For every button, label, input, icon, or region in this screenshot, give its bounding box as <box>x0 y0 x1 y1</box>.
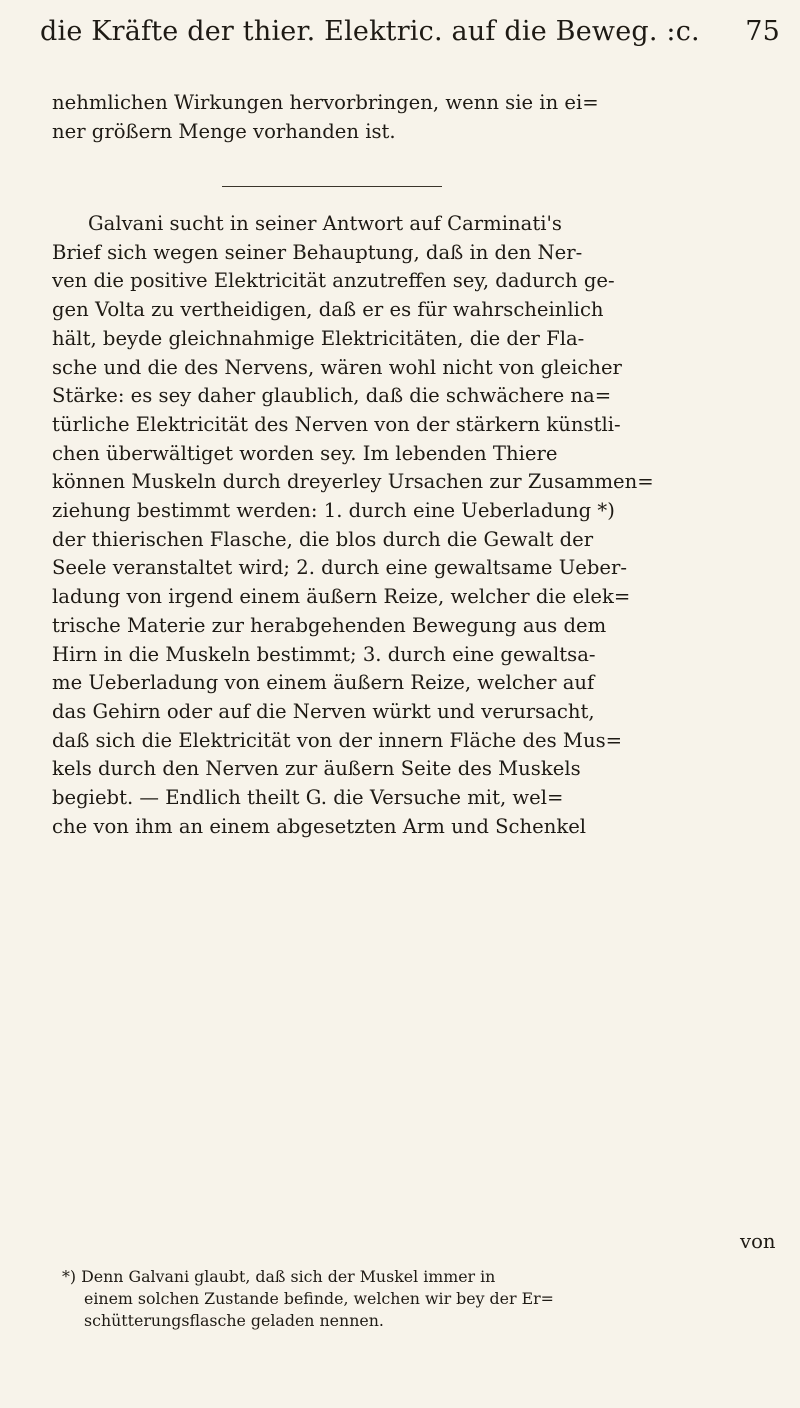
running-title: die Kräfte der thier. Elektric. auf die Beweg. :c. <box>40 16 700 47</box>
text-line: Hirn in die Muskeln bestimmt; 3. durch eine gewaltsa- <box>52 642 596 666</box>
text-line: Galvani sucht in seiner Antwort auf Carminati's <box>88 212 562 235</box>
footnote-line: schütterungsflasche geladen nennen. <box>84 1311 384 1330</box>
text-line: me Ueberladung von einem äußern Reize, welcher auf <box>52 671 595 695</box>
footnote-line: einem solchen Zustande befinde, welchen wir bey der Er= <box>84 1289 554 1308</box>
catchword: von <box>740 1230 776 1253</box>
text-line: sche und die des Nervens, wären wohl nicht von gleicher <box>52 355 622 379</box>
text-line: können Muskeln durch dreyerley Ursachen zur Zusammen= <box>52 470 654 494</box>
text-line: daß sich die Elektricität von der innern Fläche des Mus= <box>52 728 623 752</box>
text-line: türliche Elektricität des Nerven von der stärkern künstli- <box>52 412 621 436</box>
text-line: trische Materie zur herabgehenden Bewegung aus dem <box>52 613 607 637</box>
running-header <box>40 16 780 47</box>
text-line: der thierischen Flasche, die blos durch die Gewalt der <box>52 527 594 551</box>
text-line: ven die positive Elektricität anzutreffen sey, dadurch ge- <box>52 269 615 293</box>
text-line: hält, beyde gleichnahmige Elektricitäten, die der Fla- <box>52 326 585 350</box>
text-line: ladung von irgend einem äußern Reize, welcher die elek= <box>52 585 631 609</box>
text-line: ner größern Menge vorhanden ist. <box>52 119 396 143</box>
footnote <box>62 1266 762 1332</box>
text-line: das Gehirn oder auf die Nerven würkt und verursacht, <box>52 699 595 723</box>
footnote-line: *) Denn Galvani glaubt, daß sich der Muskel immer in <box>62 1267 496 1286</box>
text-line: Seele veranstaltet wird; 2. durch eine gewaltsame Ueber- <box>52 556 627 580</box>
text-line: gen Volta zu vertheidigen, daß er es für wahrscheinlich <box>52 298 604 322</box>
text-line: chen überwältiget worden sey. Im lebenden Thiere <box>52 441 558 465</box>
paragraph-galvani <box>52 210 762 841</box>
text-line: ziehung bestimmt werden: 1. durch eine Ueberladung *) <box>52 499 615 523</box>
section-divider <box>222 186 442 187</box>
text-line: begiebt. — Endlich theilt G. die Versuche mit, wel= <box>52 786 564 810</box>
text-line: che von ihm an einem abgesetzten Arm und Schenkel <box>52 814 587 838</box>
text-line: Stärke: es sey daher glaublich, daß die schwächere na= <box>52 384 612 408</box>
page-number: 75 <box>745 16 780 47</box>
text-line: Brief sich wegen seiner Behauptung, daß in den Ner- <box>52 240 583 264</box>
paragraph-continued <box>52 89 762 146</box>
text-line: nehmlichen Wirkungen hervorbringen, wenn sie in ei= <box>52 91 599 114</box>
text-line: kels durch den Nerven zur äußern Seite des Muskels <box>52 757 581 781</box>
